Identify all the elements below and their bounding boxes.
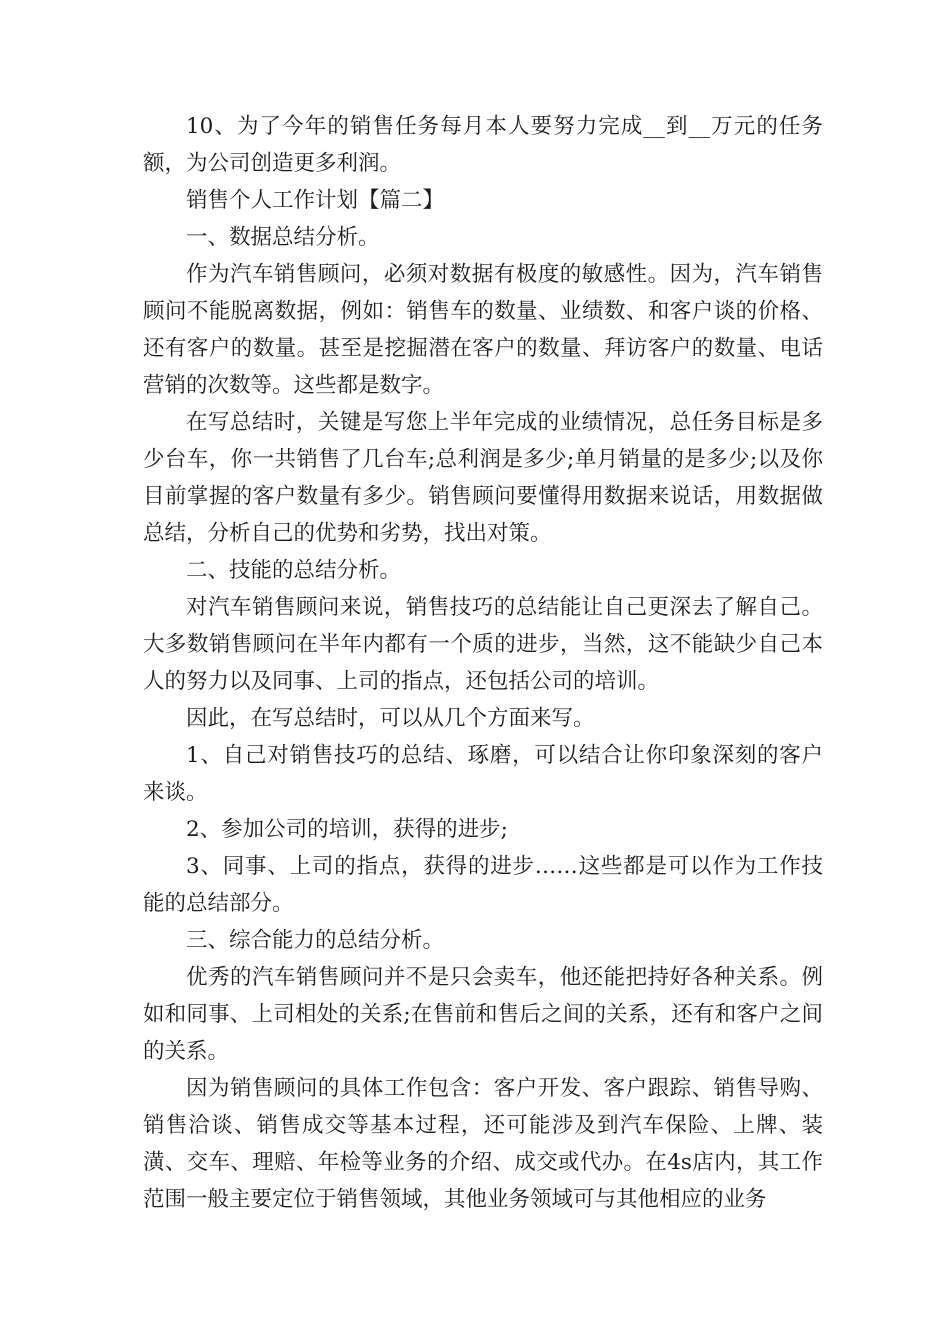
list-item-1: 1、自己对销售技巧的总结、琢磨，可以结合让你印象深刻的客户来谈。 — [143, 743, 823, 805]
list-item-2: 2、参加公司的培训，获得的进步; — [186, 817, 508, 842]
heading-data-analysis: 一、数据总结分析。 — [186, 225, 380, 250]
paragraph-sales-skills: 对汽车销售顾问来说，销售技巧的总结能让自己更深去了解自己。大多数销售顾问在半年内都有一个质的进步，当然，这不能缺少自己本人的努力以及同事、上司的指点，还包括公司的培训。 — [143, 595, 823, 694]
paragraph-relationships: 优秀的汽车销售顾问并不是只会卖车，他还能把持好各种关系。例如和同事、上司相处的关系;在售前和售后之间的关系，还有和客户之间的关系。 — [143, 965, 823, 1064]
paragraph-work-scope: 因为销售顾问的具体工作包含：客户开发、客户跟踪、销售导购、销售洽谈、销售成交等基本过程，还可能涉及到汽车保险、上牌、装潢、交车、理赔、年检等业务的介绍、成交或代办。在4s店内，其工作范围一般主要定位于销售领域，其他业务领域可与其他相应的业务 — [143, 1076, 823, 1212]
section-title-part-two: 销售个人工作计划【篇二】 — [186, 188, 445, 213]
paragraph-task-goal: 10、为了今年的销售任务每月本人要努力完成__到__万元的任务额，为公司创造更多利润。 — [143, 114, 823, 176]
paragraph-summary-performance: 在写总结时，关键是写您上半年完成的业绩情况，总任务目标是多少台车，你一共销售了几台车;总利润是多少;单月销量的是多少;以及你目前掌握的客户数量有多少。销售顾问要懂得用数据来说话，用数据做总结，分析自己的优势和劣势，找出对策。 — [143, 410, 823, 546]
heading-skill-analysis: 二、技能的总结分析。 — [186, 558, 402, 583]
paragraph-aspects-intro: 因此，在写总结时，可以从几个方面来写。 — [186, 706, 595, 731]
heading-comprehensive-analysis: 三、综合能力的总结分析。 — [186, 928, 445, 953]
paragraph-data-sensitivity: 作为汽车销售顾问，必须对数据有极度的敏感性。因为，汽车销售顾问不能脱离数据，例如：销售车的数量、业绩数、和客户谈的价格、还有客户的数量。甚至是挖掘潜在客户的数量、拜访客户的数量、电话营销的次数等。这些都是数字。 — [143, 262, 823, 398]
list-item-3: 3、同事、上司的指点，获得的进步……这些都是可以作为工作技能的总结部分。 — [143, 854, 823, 916]
document-body — [143, 108, 823, 1218]
